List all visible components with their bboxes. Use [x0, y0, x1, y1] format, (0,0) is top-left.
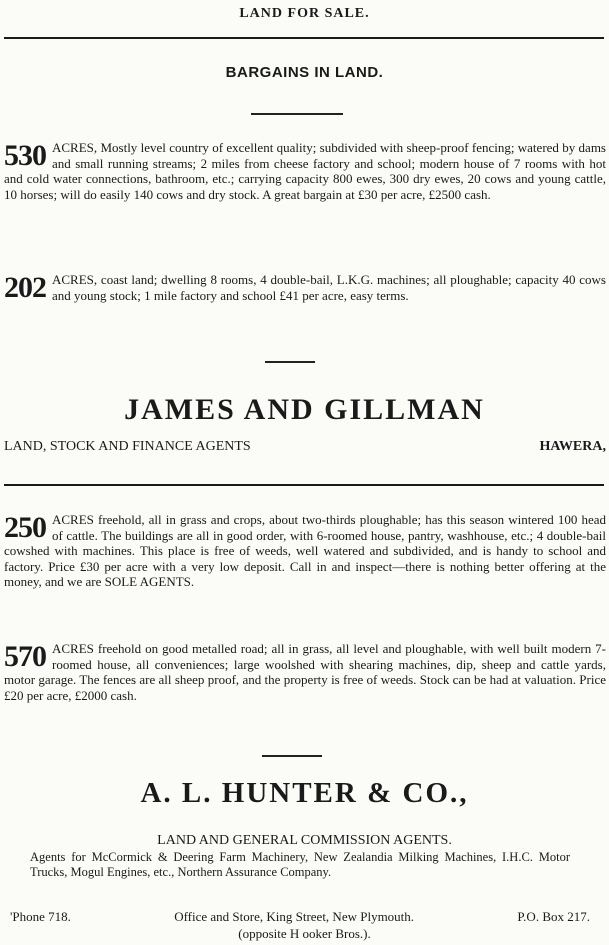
listing-number: 202	[4, 271, 46, 304]
agent-name-james-gillman: JAMES AND GILLMAN	[124, 393, 485, 426]
agent-name-hunter: A. L. HUNTER & CO.,	[140, 777, 469, 809]
header-rule	[4, 37, 604, 39]
listing-text: ACRES freehold, all in grass and crops, about two-thirds ploughable; has this season wintered 100 head of cattle. The buildings are all in good order, with 6-roomed house, pantry, washhouse, etc.; 4 double-bail cowshed with machines. This place is free of weeds, well watered and subdivided, and is handy to school and factory. Price £30 per acre with a very low deposit. Call in and inspect—there is nothing better offering at the money, and we are SOLE AGENTS.	[4, 512, 606, 589]
listing-250	[4, 512, 606, 590]
agent-town: HAWERA,	[539, 439, 606, 454]
agency-list: Agents for McCormick & Deering Farm Machinery, New Zealandia Milking Machines, I.H.C. Motor Trucks, Mogul Engines, etc., Northern Assurance Company.	[30, 850, 570, 879]
listing-number: 570	[4, 640, 46, 673]
po-box: P.O. Box 217.	[517, 909, 590, 924]
listing-number: 250	[4, 511, 46, 544]
listing-530	[4, 140, 606, 202]
section-divider	[262, 755, 322, 757]
phone-number: 'Phone 718.	[10, 909, 71, 924]
listing-202	[4, 272, 606, 303]
agent-rule	[4, 484, 604, 486]
agent-tagline-row	[4, 439, 606, 455]
listing-text: ACRES, coast land; dwelling 8 rooms, 4 double-bail, L.K.G. machines; all ploughable; capacity 40 cows and young stock; 1 mile factory and school £41 per acre, easy terms.	[52, 272, 606, 303]
listing-570	[4, 641, 606, 703]
page-title: LAND FOR SALE.	[239, 6, 370, 21]
section-divider	[251, 113, 343, 115]
agent-tagline: LAND, STOCK AND FINANCE AGENTS	[4, 439, 251, 454]
section-title-bargains: BARGAINS IN LAND.	[225, 64, 384, 81]
agent-commission-tagline: LAND AND GENERAL COMMISSION AGENTS.	[157, 833, 452, 848]
contact-row	[10, 909, 590, 925]
office-address: Office and Store, King Street, New Plymouth.	[174, 909, 415, 924]
address-landmark: (opposite H ooker Bros.).	[238, 926, 371, 941]
listing-text: ACRES freehold on good metalled road; all in grass, all level and ploughable, with well built modern 7-roomed house, all conveniences; large woolshed with shearing machines, dip, sheep and cattle yards, motor garage. The fences are all sheep proof, and the property is free of weeds. Stock can be had at valuation. Price £20 per acre, £2000 cash.	[4, 641, 606, 703]
listing-text: ACRES, Mostly level country of excellent quality; subdivided with sheep-proof fencing; watered by dams and small running streams; 2 miles from cheese factory and school; modern house of 7 rooms with hot and cold water connections, bathroom, etc.; carrying capacity 800 ewes, 300 dry ewes, 20 cows and young cattle, 10 horses; will do easily 140 cows and dry stock. A great bargain at £30 per acre, £2500 cash.	[4, 140, 606, 202]
listing-number: 530	[4, 139, 46, 172]
section-divider	[265, 361, 315, 363]
